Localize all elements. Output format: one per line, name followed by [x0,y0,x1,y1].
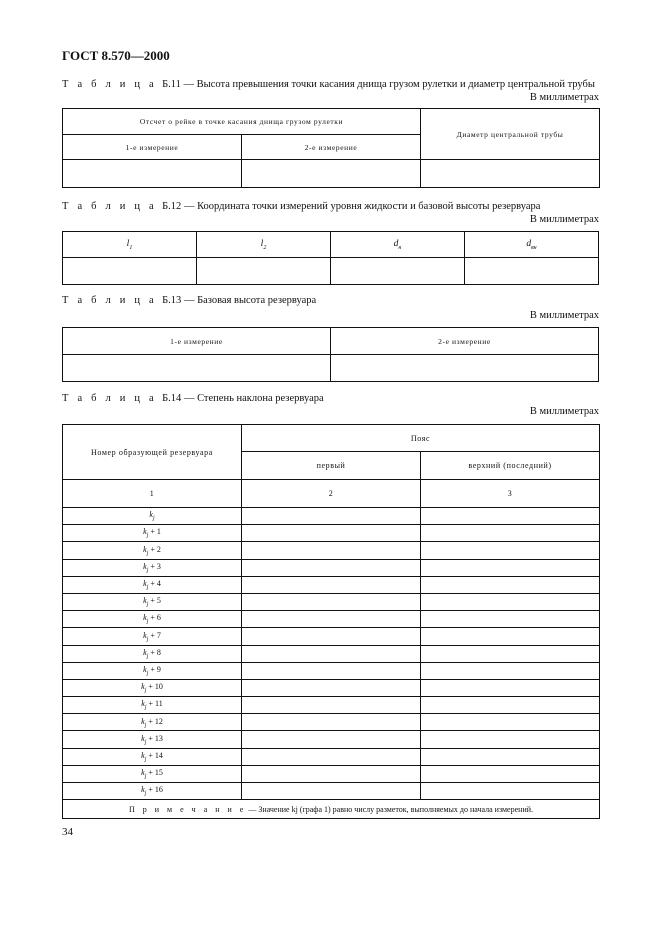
table-word: Т а б л и ц а [62,79,157,90]
table-cell [63,355,331,382]
table-b13 [62,327,599,382]
table-cell [421,765,600,782]
row-label: $k_j + 14$ [63,748,242,765]
table-cell [242,611,421,628]
table-cell [421,593,600,610]
row-label: $k_j + 3$ [63,559,242,576]
table-cell [421,559,600,576]
table-cell [421,783,600,800]
header-first: первый [242,452,421,480]
table-cell [421,748,600,765]
row-label: $k_j + 9$ [63,662,242,679]
table-title: — Высота превышения точки касания днища грузом рулетки и диаметр центральной трубы [183,79,595,90]
table-row [63,714,600,731]
table-row [63,783,600,800]
table-cell [421,576,600,593]
unit-label: В миллиметрах [529,92,599,103]
table-cell [421,731,600,748]
table-cell [63,258,197,285]
table-cell [421,611,600,628]
table-cell [242,628,421,645]
table-cell [421,542,600,559]
table-cell [421,508,600,525]
header-generatrix: Номер образующей резервуара [63,425,242,480]
header-measurement-1: 1-е измерение [63,328,331,355]
table-title: — Базовая высота резервуара [183,295,317,306]
table-number: Б.12 [162,201,182,212]
table-cell [242,525,421,542]
row-label: $k_j + 12$ [63,714,242,731]
table-row [63,576,600,593]
table-cell [242,645,421,662]
table-b13-caption [62,295,316,306]
table-title: — Координата точки измерений уровня жидкости и базовой высоты резервуара [183,201,541,212]
table-b11-caption [62,79,595,90]
row-label: $k_j + 8$ [63,645,242,662]
table-cell [63,160,242,188]
row-label: $k_j + 15$ [63,765,242,782]
table-word: Т а б л и ц а [62,201,157,212]
table-row [63,697,600,714]
table-cell [242,508,421,525]
header-measurement-2: 2-е измерение [331,328,599,355]
table-row [63,765,600,782]
table-cell [421,628,600,645]
table-cell [242,748,421,765]
table-note [63,800,600,819]
row-label: $k_j + 6$ [63,611,242,628]
table-row [63,731,600,748]
table-cell [421,662,600,679]
row-label: $k_j + 13$ [63,731,242,748]
table-cell [421,697,600,714]
document-header: ГОСТ 8.570—2000 [62,48,170,63]
table-cell [242,697,421,714]
table-cell [421,679,600,696]
table-cell [242,559,421,576]
row-label: $k_j$ [63,508,242,525]
table-cell [242,731,421,748]
column-number-2: 2 [242,480,421,508]
note-label: П р и м е ч а н и е [129,804,247,814]
table-cell [242,783,421,800]
header-l1: $l_1$ [63,232,197,258]
unit-label: В миллиметрах [529,406,599,417]
table-row [63,645,600,662]
column-number-3: 3 [421,480,600,508]
table-row [63,525,600,542]
row-label: $k_j + 2$ [63,542,242,559]
table-cell [421,525,600,542]
table-b14 [62,424,600,819]
row-label: $k_j + 1$ [63,525,242,542]
table-cell [421,714,600,731]
header-measurement-1: 1-е измерение [63,135,242,160]
table-title: — Степень наклона резервуара [183,393,324,404]
table-cell [331,355,599,382]
header-dvn: $d_{вн}$ [465,232,599,258]
table-cell [242,765,421,782]
table-cell [331,258,465,285]
row-label: $k_j + 11$ [63,697,242,714]
table-row [63,611,600,628]
table-row [63,593,600,610]
table-cell [242,662,421,679]
header-diameter: Диаметр центральной трубы [421,109,600,160]
table-row [63,628,600,645]
table-b11 [62,108,600,188]
table-row [63,662,600,679]
table-b12 [62,231,599,285]
row-label: $k_j + 7$ [63,628,242,645]
table-b12-caption [62,201,540,212]
row-label: $k_j + 10$ [63,679,242,696]
table-word: Т а б л и ц а [62,295,157,306]
note-text: — Значение kj (графа 1) равно числу разметок, выполняемых до начала измерений. [248,804,534,814]
table-word: Т а б л и ц а [62,393,157,404]
table-number: Б.11 [162,79,181,90]
table-cell [242,593,421,610]
table-cell [421,645,600,662]
table-number: Б.14 [162,393,182,404]
table-cell [242,679,421,696]
unit-label: В миллиметрах [529,214,599,225]
header-top: верхний (последний) [421,452,600,480]
table-cell [242,542,421,559]
page-number: 34 [62,826,73,838]
header-reading: Отсчет о рейке в точке касания днища грузом рулетки [63,109,421,135]
table-cell [197,258,331,285]
table-cell [242,160,421,188]
header-belt: Пояс [242,425,600,452]
row-label: $k_j + 16$ [63,783,242,800]
header-l2: $l_2$ [197,232,331,258]
table-row [63,679,600,696]
table-cell [421,160,600,188]
table-row [63,542,600,559]
table-row [63,748,600,765]
table-number: Б.13 [162,295,182,306]
row-label: $k_j + 4$ [63,576,242,593]
table-b14-caption [62,393,324,404]
row-label: $k_j + 5$ [63,593,242,610]
table-cell [242,714,421,731]
header-measurement-2: 2-е измерение [242,135,421,160]
table-cell [242,576,421,593]
table-cell [465,258,599,285]
column-number-1: 1 [63,480,242,508]
header-dn: $d_н$ [331,232,465,258]
table-row [63,559,600,576]
unit-label: В миллиметрах [529,310,599,321]
table-row [63,508,600,525]
